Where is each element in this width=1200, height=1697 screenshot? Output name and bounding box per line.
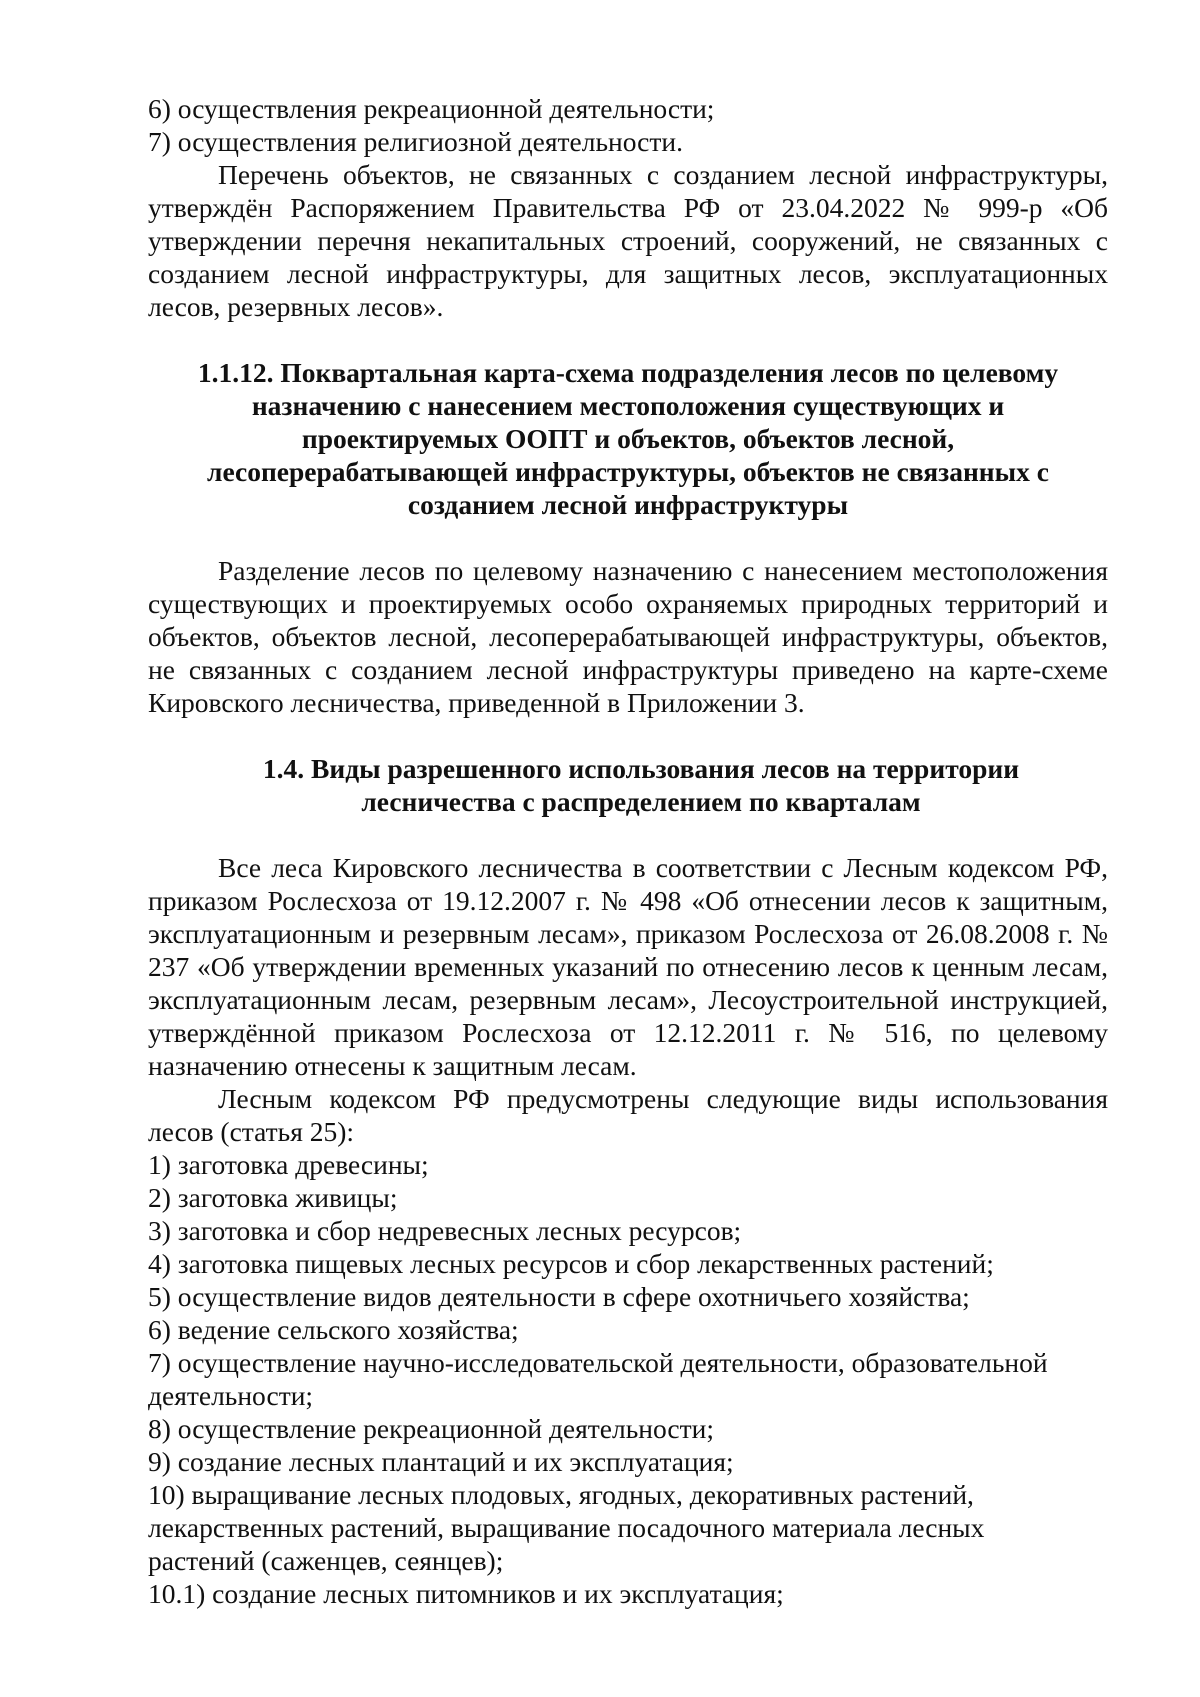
list-item: 2) заготовка живицы; xyxy=(148,1182,398,1213)
heading-line: лесоперерабатывающей инфраструктуры, объектов не связанных с xyxy=(207,456,1049,487)
list-item: 1) заготовка древесины; xyxy=(148,1149,429,1180)
heading-line: лесничества с распределением по кварталам xyxy=(361,786,921,817)
forest-uses-list xyxy=(148,1148,1108,1610)
list-item: 6) ведение сельского хозяйства; xyxy=(148,1314,519,1345)
list-item: 7) осуществление научно-исследовательской деятельности, образовательной деятельности; xyxy=(148,1347,1048,1411)
list-item: 7) осуществления религиозной деятельности. xyxy=(148,126,683,157)
list-item: 10.1) создание лесных питомников и их эксплуатация; xyxy=(148,1578,784,1609)
heading-line: созданием лесной инфраструктуры xyxy=(407,489,849,520)
list-item: 9) создание лесных плантаций и их эксплуатация; xyxy=(148,1446,734,1477)
heading-line: 1.1.12. Поквартальная карта-схема подразделения лесов по целевому xyxy=(197,357,1059,388)
heading-line: проектируемых ООПТ и объектов, объектов лесной, xyxy=(301,423,955,454)
heading-line: 1.4. Виды разрешенного использования лесов на территории xyxy=(262,753,1020,784)
list-item: 4) заготовка пищевых лесных ресурсов и сбор лекарственных растений; xyxy=(148,1248,994,1279)
paragraph-map-scheme: Разделение лесов по целевому назначению с нанесением местоположения существующих и проектируемых особо охраняемых природных территорий и объектов, объектов лесной, лесоперерабатывающей инфраструктуры, объектов, не связанных с созданием лесной инфраструктуры приведено на карте-схеме Кировского лесничества, приведенной в Приложении 3. xyxy=(148,555,1108,718)
paragraph-ooks-list-decree: Перечень объектов, не связанных с созданием лесной инфраструктуры, утверждён Распоряжением Правительства РФ от 23.04.2022 № 999-р «Об утверждении перечня некапитальных строений, сооружений, не связанных с созданием лесной инфраструктуры, для защитных лесов, эксплуатационных лесов, резервных лесов». xyxy=(148,159,1108,322)
document-page xyxy=(148,92,1108,1610)
section-heading-1-1-12 xyxy=(148,356,1108,521)
list-item: 8) осуществление рекреационной деятельности; xyxy=(148,1413,715,1444)
paragraph-protective-forests: Все леса Кировского лесничества в соответствии с Лесным кодексом РФ, приказом Рослесхоза от 19.12.2007 г. № 498 «Об отнесении лесов к защитным, эксплуатационным и резервным лесам», приказом Рослесхоза от 26.08.2008 г. № 237 «Об утверждении временных указаний по отнесению лесов к ценным лесам, эксплуатационным лесам, резервным лесам», Лесоустроительной инструкцией, утверждённой приказом Рослесхоза от 12.12.2011 г. № 516, по целевому назначению отнесены к защитным лесам. xyxy=(148,852,1108,1081)
paragraph-forest-uses-intro: Лесным кодексом РФ предусмотрены следующие виды использования лесов (статья 25): xyxy=(148,1083,1108,1147)
list-item: 5) осуществление видов деятельности в сфере охотничьего хозяйства; xyxy=(148,1281,970,1312)
section-heading-1-4 xyxy=(148,752,1108,818)
heading-line: назначению с нанесением местоположения существующих и xyxy=(251,390,1005,421)
list-item: 6) осуществления рекреационной деятельности; xyxy=(148,93,715,124)
list-item: 10) выращивание лесных плодовых, ягодных, декоративных растений, лекарственных растений, выращивание посадочного материала лесных растений (саженцев, сеянцев); xyxy=(148,1479,985,1576)
list-item: 3) заготовка и сбор недревесных лесных ресурсов; xyxy=(148,1215,742,1246)
